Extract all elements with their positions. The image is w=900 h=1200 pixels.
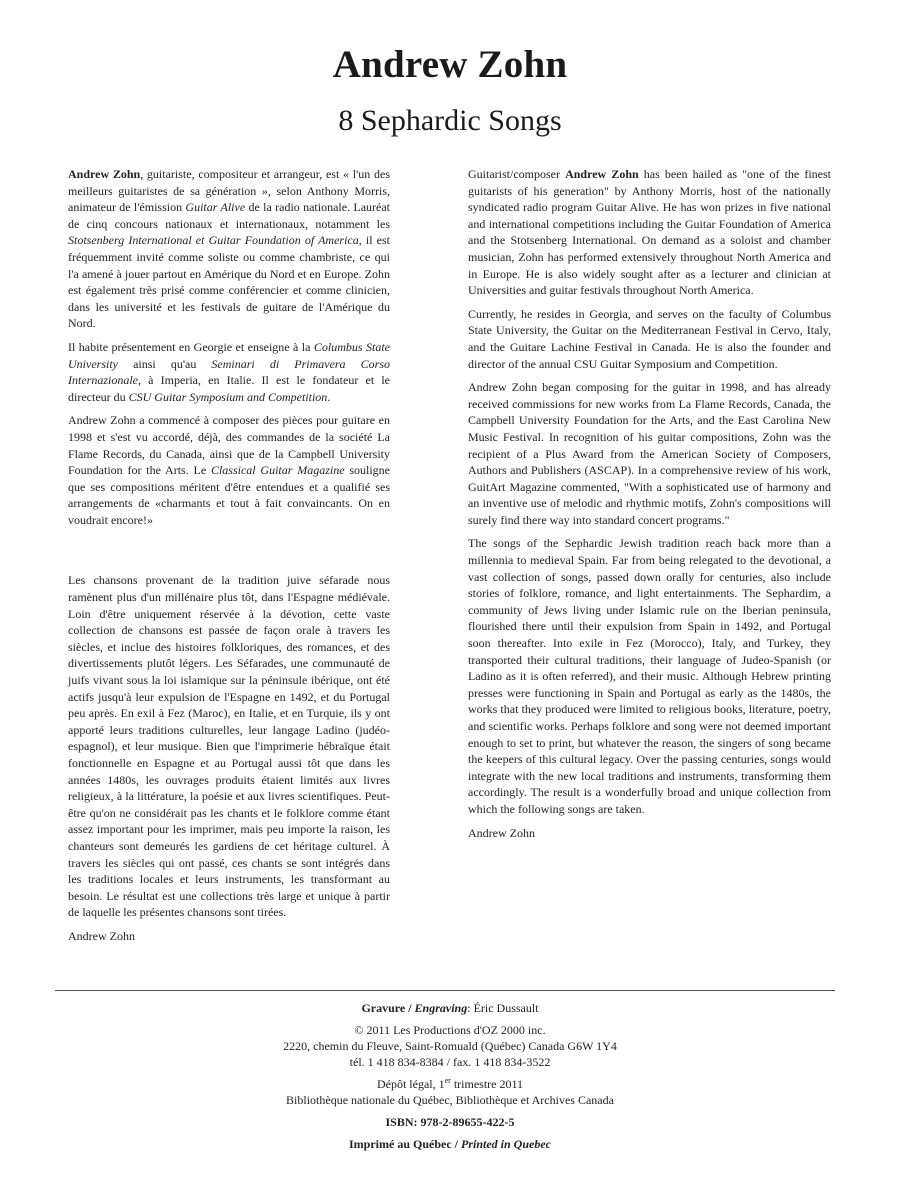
text-run: , il est fréquemment invité comme soliste ou comme chambriste, ce qui l'a amené à jouer partout en Amérique du Nord et en Europe. Zohn est également très prisé comme conférencier et comme clinicien, dans les université et les festivals de guitare de l'Amérique du Nord. (68, 233, 391, 331)
italic-run: CSU Guitar Symposium and Competition (128, 389, 328, 404)
english-bio-paragraph-1 (468, 166, 831, 299)
text-run: Dépôt légal, 1 (376, 1077, 445, 1091)
text-run: trimestre 2011 (450, 1077, 524, 1091)
italic-run: Printed in Quebec (461, 1137, 551, 1151)
publisher-phone: tél. 1 418 834-8384 / fax. 1 418 834-3522 (349, 1055, 551, 1069)
english-bio-paragraph-2: Currently, he resides in Georgia, and serves on the faculty of Columbus State University, the Guitar on the Mediterranean Festival in Cervo, Italy, and the Guitare Lachine Festival in Canada. He is also the founder and director of the annual CSU Guitar Symposium and Competition. (468, 306, 831, 371)
english-column (468, 166, 831, 848)
italic-run: Guitar Alive (185, 200, 246, 215)
legal-deposit (0, 1076, 900, 1092)
french-signature: Andrew Zohn (68, 928, 135, 943)
english-signature: Andrew Zohn (468, 825, 535, 840)
italic-run: Stotsenberg International et Guitar Foundation of America (68, 233, 359, 248)
publisher-address: 2220, chemin du Fleuve, Saint-Romuald (Québec) Canada G6W 1Y4 (283, 1039, 617, 1053)
text-run: Imprimé au Québec / (349, 1137, 461, 1151)
french-program-notes: Les chansons provenant de la tradition juive séfarade nous ramènent plus d'un millénaire plus tôt, dans l'Espagne médiévale. Loin d'être uniquement réservée à la dévotion, cette vaste collection de chansons est passée de façon orale à travers les siècles, et inclue des histoires folkloriques, des romances, et des divertissements plutôt légers. Les Séfarades, une communauté de juifs vivant sous la loi islamique sur la péninsule ibérique, ont été actifs jusqu'à leur expulsion de l'Espagne en 1492, et du Portugal peu après. En exil à Fez (Maroc), en Italie, et en Turquie, ils y ont apporté leurs traditions culturelles, leur langage Ladino (judéo-espagnol), et leur musique. Bien que l'imprimerie hébraïque était fonctionnelle en Espagne et au Portugal aussi tôt que dans les années 1480s, les ouvrages produits étaient limités aux livres religieux, à la littérature, la poésie et aux livres scientifiques. Peut-être qu'on ne considérait pas les chants et le folklore comme étant assez important pour les imprimer, mais peu importe la raison, les chanteurs sont demeurés les gardiens de cet héritage culturel. À travers les siècles qui ont passé, ces chants se sont intégrés dans les traditions locales et leurs instruments, les transformant au besoin. Le résultat est une collections très large et unique à partir de laquelle les présentes chansons sont tirées. (68, 573, 390, 920)
bio-name: Andrew Zohn (565, 167, 639, 181)
work-title: 8 Sephardic Songs (338, 104, 562, 137)
italic-run: Classical Guitar Magazine (210, 463, 345, 478)
text-run: de la radio nationale. Lauréat de cinq concours nationaux et internationaux, notamment les (68, 200, 391, 231)
text-run: ISBN: 978-2-89655-422-5 (385, 1115, 515, 1129)
text-run: ainsi qu'au (118, 356, 212, 371)
french-bio-paragraph-1 (68, 166, 390, 332)
column-spacer (68, 535, 390, 572)
english-program-notes: The songs of the Sephardic Jewish tradition reach back more than a millennia to medieval Spain. Far from being relegated to the devotional, a vast collection of songs, passed down orally for centuries, also include stories of folklore, romance, and light entertainments. The Sephardim, a community of Jews living under Islamic rule on the Iberian peninsula, flourished there until their expulsion from Spain in 1492, and Portugal soon thereafter. Into exile in Fez (Morocco), Italy, and Turkey, they transported their cultural traditions, their language of Judeo-Spanish (or Ladino as it is often referred), and their music. Although Hebrew printing presses were functioning in Spain and Portugal as early as the 1480s, the works that they produced were limited to religious books, literature, poetry, and scientific works. Perhaps folklore and song were not deemed important enough to set to print, but whatever the reason, the singers of song became the keepers of this cultural legacy. Over the passing centuries, songs would integrate with the new local traditions and instruments, transforming them accordingly. The result is a wonderfully broad and unique collection from which the following songs are taken. (468, 536, 831, 816)
libraries-line: Bibliothèque nationale du Québec, Bibliothèque et Archives Canada (286, 1093, 614, 1107)
text-run: , à Imperia, en Italie. Il est le fondateur et le directeur du (68, 373, 390, 404)
copyright-line: © 2011 Les Productions d'OZ 2000 inc. (354, 1023, 546, 1037)
text-run: souligne que ses compositions méritent d'être entendues et a qualifié ses arrangements de «charmants et tout à fait convaincants. On en voudrait encore!» (68, 463, 390, 527)
colophon (0, 1000, 900, 1152)
text-run: Andrew Zohn a commencé à composer des pièces pour guitare en 1998 et s'est vu accordé, déjà, des commandes de la société La Flame Records, du Canada, ainsi que de la Campbell University Foundation for the Arts. Le (68, 413, 390, 478)
text-run: Guitarist/composer (468, 167, 566, 181)
french-bio-paragraph-3 (68, 412, 390, 528)
printed-in (0, 1136, 900, 1152)
text-run: Il habite présentement en Georgie et enseigne à la (68, 339, 314, 354)
italic-run: Seminari di Primavera Corso Internazionale (68, 356, 390, 388)
italic-run: Engraving (414, 1001, 468, 1015)
text-run: Gravure / (361, 1001, 415, 1015)
english-bio-paragraph-3: Andrew Zohn began composing for the guitar in 1998, and has already received commissions for new works from La Flame Records, Canada, the Campbell University Foundation for the Arts, and the East Carolina New Music Festival. In recognition of his guitar compositions, Zohn was the recipient of a Plus Award from the American Society of Composers, Authors and Publishers (ASCAP). In a comprehensive review of his work, GuitArt Magazine commented, "With a sophisticated use of harmony and an inventive use of melodic and rhythmic motifs, Zohn's compositions will surely find there way into standard concert programs." (468, 380, 831, 527)
french-column (68, 166, 390, 952)
text-run: : Éric Dussault (467, 1001, 539, 1015)
isbn (0, 1114, 900, 1130)
french-bio-paragraph-2 (68, 339, 390, 405)
text-run: , guitariste, compositeur et arrangeur, est « l'un des meilleurs guitaristes de sa génération », selon Anthony Morris, animateur de l'émission (68, 167, 390, 215)
italic-run: Columbus State University (68, 339, 391, 371)
superscript: er (444, 1076, 451, 1085)
text-run: has been hailed as "one of the finest guitarists of his generation" by Anthony Morris, host of the nationally syndicated radio program Guitar Alive. He has won prizes in five national and international competitions including the Guitar Foundation of America and the Stotsenberg International. On demand as a soloist and chamber musician, Zohn has performed extensively throughout North America and in Europe. He is also widely sought after as a lecturer and clinician at Universities and guitar festivals throughout North America. (468, 167, 832, 298)
bio-name: Andrew Zohn (68, 167, 141, 181)
engraving-credit (0, 1000, 900, 1016)
text-run: . (327, 389, 331, 404)
footer-divider (55, 990, 835, 991)
composer-name: Andrew Zohn (332, 43, 568, 86)
